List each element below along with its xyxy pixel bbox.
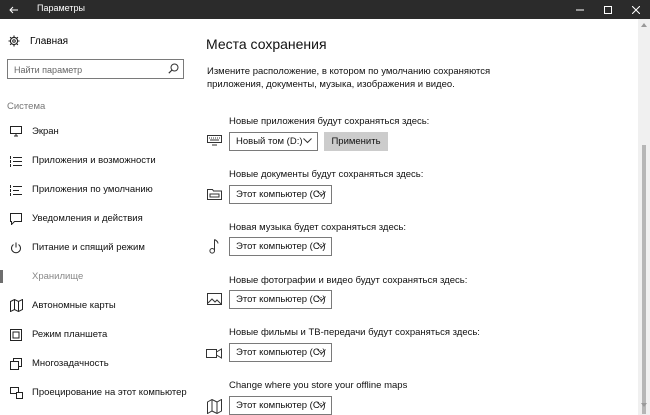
search-box[interactable] (7, 59, 184, 79)
group-label-photos: Новые фотографии и видео будут сохраняться здесь: (229, 275, 468, 286)
sidebar-item-default-apps[interactable] (0, 175, 195, 204)
chevron-down-icon (317, 296, 326, 302)
maximize-button[interactable] (594, 0, 622, 19)
group-label-music: Новая музыка будет сохраняться здесь: (229, 222, 407, 233)
back-arrow-icon (9, 6, 19, 14)
apps-list-icon (9, 154, 23, 168)
dropdown-value: Этот компьютер (C:) (236, 400, 326, 411)
sidebar-item-label: Проецирование на этот компьютер (32, 387, 187, 398)
minimize-button[interactable] (566, 0, 594, 19)
chevron-down-icon (317, 349, 326, 355)
sidebar-item-label: Приложения по умолчанию (32, 184, 153, 195)
sidebar-item-label: Уведомления и действия (32, 213, 143, 224)
maximize-icon (604, 6, 612, 14)
sidebar-item-label: Многозадачность (32, 358, 109, 369)
sidebar (0, 19, 195, 415)
back-button[interactable] (0, 0, 28, 19)
sidebar-item-notifications[interactable] (0, 204, 195, 233)
group-label-apps: Новые приложения будут сохраняться здесь: (229, 116, 430, 127)
sidebar-item-label: Экран (32, 126, 59, 137)
section-label-system: Система (7, 101, 46, 112)
display-icon (9, 125, 23, 139)
chevron-down-icon (317, 402, 326, 408)
dropdown-value: Этот компьютер (C:) (236, 347, 326, 358)
music-note-icon (206, 238, 222, 254)
monitor-icon (206, 132, 222, 148)
search-input[interactable] (8, 61, 164, 79)
sidebar-item-tablet-mode[interactable] (0, 320, 195, 349)
sidebar-item-display[interactable] (0, 117, 195, 146)
chevron-down-icon (303, 138, 312, 144)
map-icon (9, 299, 23, 313)
close-button[interactable] (622, 0, 650, 19)
gear-icon (8, 35, 20, 47)
group-label-documents: Новые документы будут сохраняться здесь: (229, 169, 424, 180)
tablet-icon (9, 328, 23, 342)
sidebar-item-label: Автономные карты (32, 300, 116, 311)
home-link[interactable] (8, 35, 68, 47)
folder-icon (206, 186, 222, 202)
dropdown-value: Этот компьютер (C:) (236, 294, 326, 305)
storage-icon (9, 270, 23, 284)
video-camera-icon (206, 345, 222, 361)
multitasking-icon (9, 357, 23, 371)
projecting-icon (9, 386, 23, 400)
sidebar-item-storage[interactable] (0, 262, 195, 291)
sidebar-item-multitasking[interactable] (0, 349, 195, 378)
search-icon[interactable] (168, 63, 179, 74)
picture-icon (206, 291, 222, 307)
apps-location-dropdown[interactable] (229, 132, 318, 151)
sidebar-item-apps-features[interactable] (0, 146, 195, 175)
scroll-down-icon[interactable] (641, 403, 647, 407)
dropdown-value: Этот компьютер (C:) (236, 241, 326, 252)
close-icon (632, 6, 640, 14)
maps-location-dropdown[interactable] (229, 396, 332, 415)
chevron-down-icon (317, 243, 326, 249)
home-label: Главная (30, 35, 69, 47)
group-label-maps: Change where you store your offline maps (229, 380, 408, 391)
page-title: Места сохранения (206, 36, 327, 52)
minimize-icon (576, 6, 584, 14)
dropdown-value: Этот компьютер (C:) (236, 189, 326, 200)
page-description: Измените расположение, в котором по умолчанию сохраняются приложения, документы, музыка, изображения и видео. (207, 66, 491, 90)
map-icon (206, 398, 222, 414)
scroll-up-icon[interactable] (641, 23, 647, 27)
chevron-down-icon (317, 191, 326, 197)
sidebar-item-label: Хранилище (32, 271, 84, 282)
sidebar-item-label: Режим планшета (32, 329, 108, 340)
music-location-dropdown[interactable] (229, 237, 332, 256)
photos-location-dropdown[interactable] (229, 290, 332, 309)
sidebar-item-label: Питание и спящий режим (32, 242, 145, 253)
power-icon (9, 241, 23, 255)
notifications-icon (9, 212, 23, 226)
scrollbar[interactable] (638, 19, 650, 415)
main-content (195, 19, 638, 415)
scroll-thumb[interactable] (642, 145, 646, 414)
sidebar-item-projecting[interactable] (0, 378, 195, 407)
apply-button[interactable]: Применить (324, 132, 388, 151)
sidebar-item-label: Приложения и возможности (32, 155, 156, 166)
sidebar-item-offline-maps[interactable] (0, 291, 195, 320)
default-apps-icon (9, 183, 23, 197)
documents-location-dropdown[interactable] (229, 185, 332, 204)
nav-list (0, 117, 195, 407)
title-bar (0, 0, 650, 19)
sidebar-item-power[interactable] (0, 233, 195, 262)
group-label-movies: Новые фильмы и ТВ-передачи будут сохраняться здесь: (229, 327, 480, 338)
window-title: Параметры (37, 3, 85, 13)
movies-location-dropdown[interactable] (229, 343, 332, 362)
dropdown-value: Новый том (D:) (236, 136, 303, 147)
